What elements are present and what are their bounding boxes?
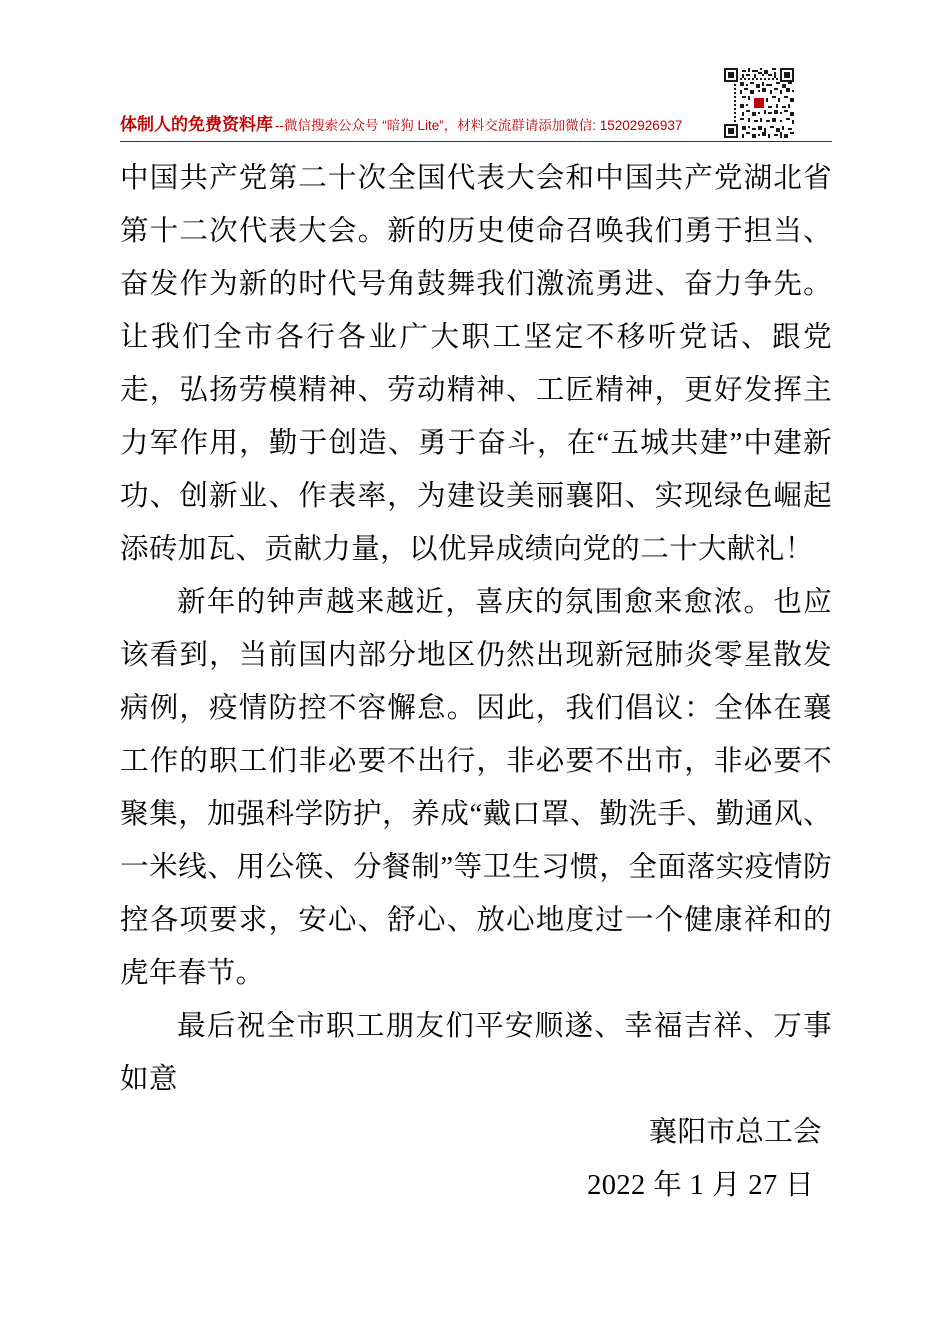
header-contact-text: --微信搜索公众号 “暗狗 Lite”，材料交流群请添加微信: 15202926937 bbox=[275, 118, 683, 133]
signature-organization: 襄阳市总工会 bbox=[648, 1117, 822, 1148]
paragraph: 中国共产党第二十次全国代表大会和中国共产党湖北省第十二次代表大会。新的历史使命召唤我们勇于担当、奋发作为新的时代号角鼓舞我们激流勇进、奋力争先。让我们全市各行各业广大职工坚定不移听党话、跟党走，弘扬劳模精神、劳动精神、工匠精神，更好发挥主力军作用，勤于创造、勇于奋斗，在“五城共建”中建新功、创新业、作表率，为建设美丽襄阳、实现绿色崛起添砖加瓦、贡献力量，以优异成绩向党的二十大献礼！ bbox=[120, 163, 832, 565]
paragraph: 新年的钟声越来越近，喜庆的氛围愈来愈浓。也应该看到，当前国内部分地区仍然出现新冠肺炎零星散发病例，疫情防控不容懈怠。因此，我们倡议：全体在襄工作的职工们非必要不出行，非必要不出市，非必要不聚集，加强科学防护，养成“戴口罩、勤洗手、勤通风、一米线、用公筷、分餐制”等卫生习惯，全面落实疫情防控各项要求，安心、舒心、放心地度过一个健康祥和的虎年春节。 bbox=[120, 587, 832, 989]
paragraph: 最后祝全市职工朋友们平安顺遂、幸福吉祥、万事如意 bbox=[120, 1011, 832, 1095]
header-divider bbox=[120, 141, 832, 142]
page-header bbox=[0, 0, 950, 148]
signature-date: 2022 年 1 月 27 日 bbox=[587, 1170, 814, 1201]
site-brand: 体制人的免费资料库 bbox=[120, 115, 273, 134]
header-watermark bbox=[120, 110, 832, 135]
document-body bbox=[120, 152, 832, 1212]
